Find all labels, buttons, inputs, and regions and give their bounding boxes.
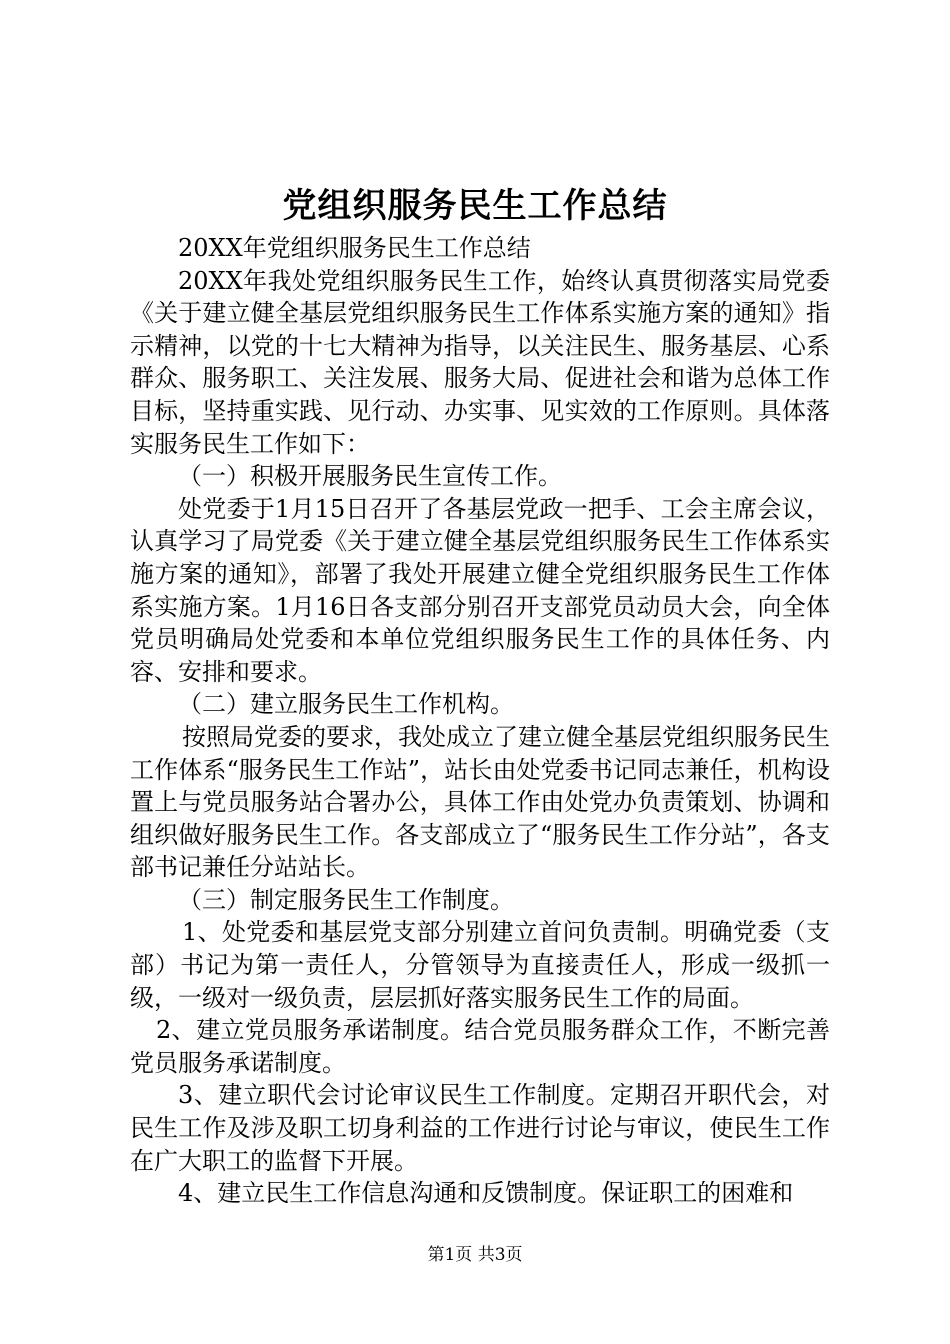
list-item: 2、建立党员服务承诺制度。结合党员服务群众工作，不断完善党员服务承诺制度。 [130,1016,830,1077]
section-heading: （二）建立服务民生工作机构。 [178,690,514,719]
list-item: 1、处党委和基层党支部分别建立首问负责制。明确党委（支部）书记为第一责任人，分管领导为直接责任人，形成一级抓一级，一级对一级负责，层层抓好落实服务民生工作的局面。 [130,918,830,1012]
list-item: 3、建立职代会讨论审议民生工作制度。定期召开职代会，对民生工作及涉及职工切身利益的工作进行讨论与审议，使民生工作在广大职工的监督下开展。 [130,1081,830,1175]
section-heading: （三）制定服务民生工作制度。 [178,885,514,914]
body-paragraph: 处党委于1月15日召开了各基层党政一把手、工会主席会议，认真学习了局党委《关于建立健全基层党组织服务民生工作体系实施方案的通知》，部署了我处开展建立健全党组织服务民生工作体系实施方案。1月16日各支部分别召开支部党员动员大会，向全体党员明确局处党委和本单位党组织服务民生工作的具体任务、内容、安排和要求。 [130,494,830,686]
document-body [130,232,830,1210]
page-number: 第1页 共3页 [427,1245,523,1265]
list-item: 4、建立民生工作信息沟通和反馈制度。保证职工的困难和 [178,1179,794,1208]
body-paragraph: 20XX年党组织服务民生工作总结 [178,234,531,262]
document-title: 党组织服务民生工作总结 [282,186,668,226]
body-paragraph: 按照局党委的要求，我处成立了建立健全基层党组织服务民生工作体系“服务民生工作站”，站长由处党委书记同志兼任，机构设置上与党员服务站合署办公，具体工作由处党办负责策划、协调和组织做好服务民生工作。各支部成立了“服务民生工作分站”，各支部书记兼任分站站长。 [130,722,830,882]
body-paragraph: 20XX年我处党组织服务民生工作，始终认真贯彻落实局党委《关于建立健全基层党组织服务民生工作体系实施方案的通知》指示精神，以党的十七大精神为指导，以关注民生、服务基层、心系群众、服务职工、关注发展、服务大局、促进社会和谐为总体工作目标，坚持重实践、见行动、办实事、见实效的工作原则。具体落实服务民生工作如下： [130,266,830,458]
section-heading: （一）积极开展服务民生宣传工作。 [178,462,562,491]
